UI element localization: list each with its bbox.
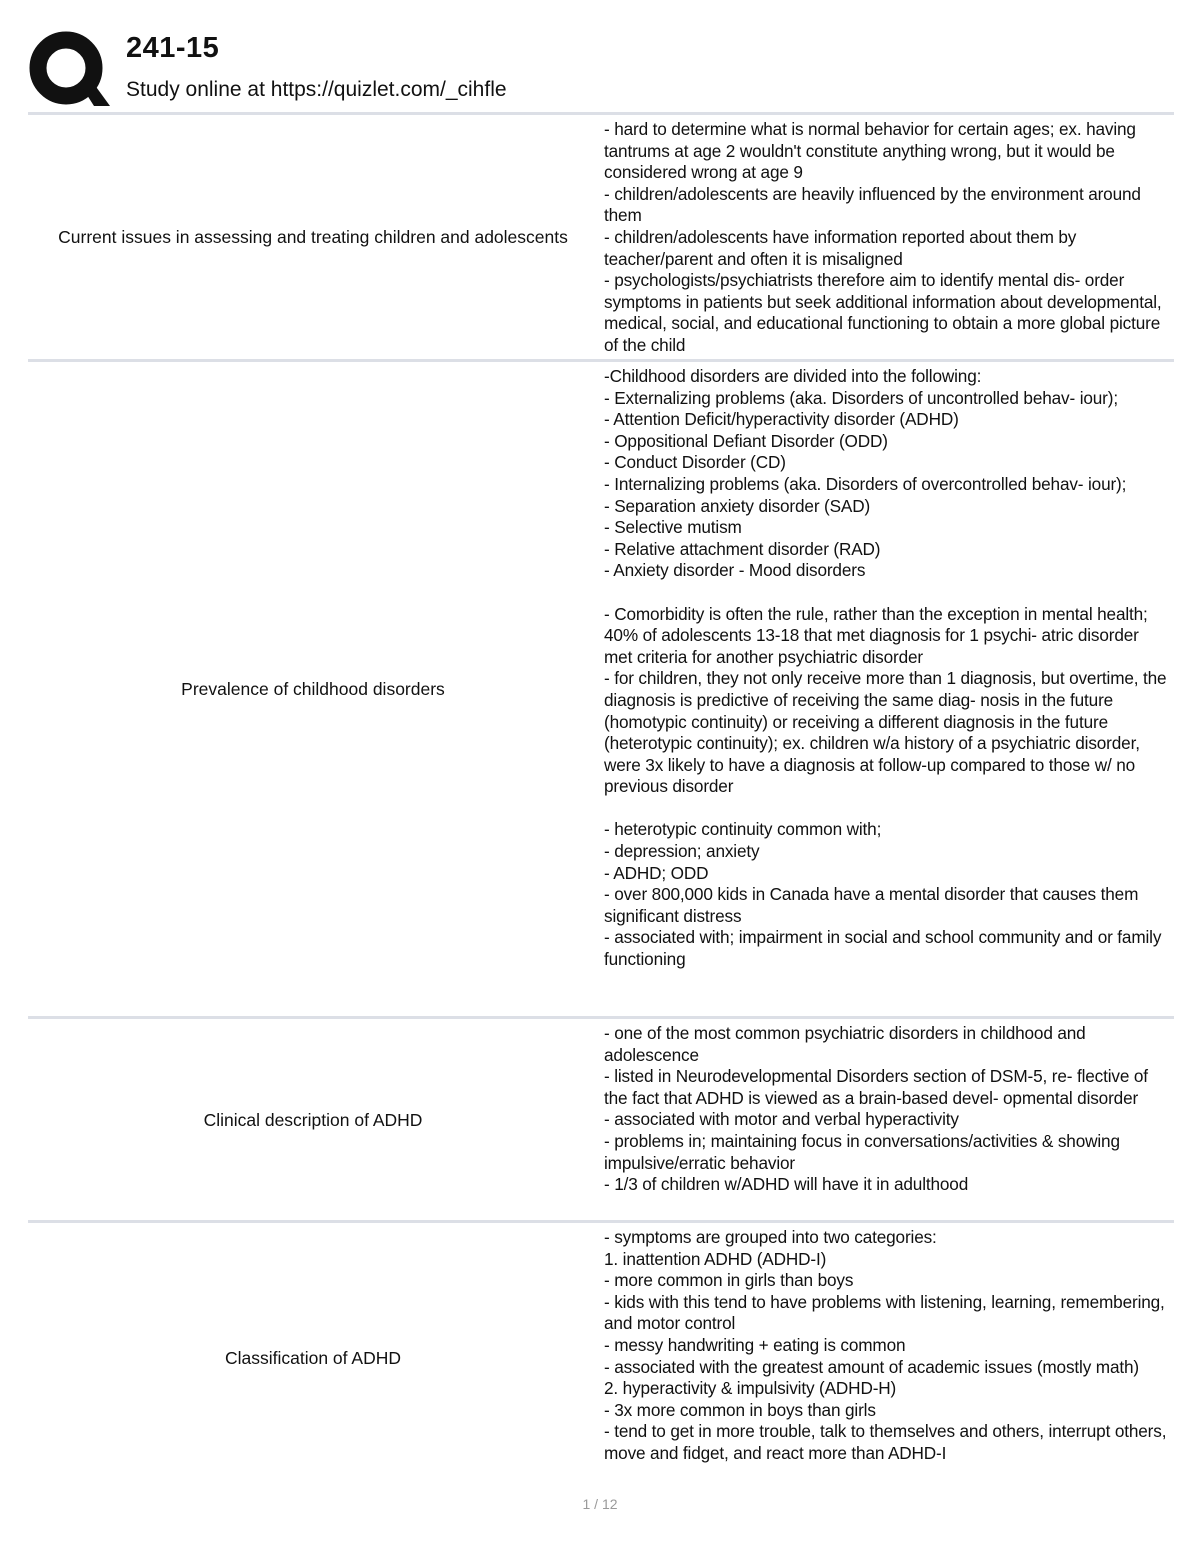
document-header [28,28,1178,110]
flashcard-table [28,112,1174,1493]
page-indicator: 1 / 12 [582,1496,618,1512]
card-definition: - hard to determine what is normal behavior for certain ages; ex. having tantrums at age 2 wouldn't constitute anything wrong, but it would be considered wrong at age 9 - children/adolescents are heavily influenced by the environment around them - children/adolescents have information reported about them by teacher/parent and often it is misaligned - psychologists/psychiatrists therefore aim to identify mental dis- order symptoms in patients but seek additional information about developmental, medical, social, and educational functioning to obtain a more global picture of the child [604,119,1162,355]
card-term: Clinical description of ADHD [203,1109,423,1130]
card-definition: -Childhood disorders are divided into the following: - Externalizing problems (aka. Disorders of uncontrolled behav- iour); - Attention Deficit/hyperactivity disorder (ADHD) - Oppositional Defiant Disorder (ODD) - Conduct Disorder (CD) - Internalizing problems (aka. Disorders of overcontrolled behav- iour); - Separation anxiety disorder (SAD) - Selective mutism - Relative attachment disorder (RAD) - Anxiety disorder - Mood disorders - Comorbidity is often the rule, rather than the exception in mental health; 40% of adolescents 13-18 that met diagnosis for 1 psychi- atric disorder met criteria for another psychiatric disorder - for children, they not only receive more than 1 diagnosis, but overtime, the diagnosis is predictive of receiving the same diag- nosis in the future (homotypic continuity) or receiving a different diagnosis in the future (heterotypic continuity); ex. children w/a history of a psychiatric disorder, were 3x likely to have a diagnosis at follow-up compared to those w/ no previous disorder - heterotypic continuity common with; - depression; anxiety - ADHD; ODD - over 800,000 kids in Canada have a mental disorder that causes them significant distress - associated with; impairment in social and school community and or family functioning [604,366,1167,970]
flashcard-row [28,1019,1174,1223]
deck-title: 241-15 [126,32,220,64]
card-term: Classification of ADHD [224,1348,402,1368]
study-online-link[interactable]: Study online at https://quizlet.com/_cihfle [126,78,507,101]
flashcard-row [28,362,1174,1019]
flashcard-row [28,1223,1174,1493]
flashcard-row [28,115,1174,362]
card-term: Prevalence of childhood disorders [181,679,445,699]
card-definition: - one of the most common psychiatric disorders in childhood and adolescence - listed in Neurodevelopmental Disorders section of DSM-5, re- flective of the fact that ADHD is viewed as a brain-based devel- opmental disorder - associated with motor and verbal hyperactivity - problems in; maintaining focus in conversations/activities & showing impulsive/erratic behavior - 1/3 of children w/ADHD will have it in adulthood [604,1023,1148,1195]
card-definition: - symptoms are grouped into two categories: 1. inattention ADHD (ADHD-I) - more common in girls than boys - kids with this tend to have problems with listening, learning, remembering, and motor control - messy handwriting + eating is common - associated with the greatest amount of academic issues (mostly math) 2. hyperactivity & impulsivity (ADHD-H) - 3x more common in boys than girls - tend to get in more trouble, talk to themselves and others, interrupt others, move and fidget, and react more than ADHD-I [604,1227,1167,1463]
quizlet-q-logo-icon [28,30,110,112]
card-term: Current issues in assessing and treating children and adolescents [58,227,568,247]
